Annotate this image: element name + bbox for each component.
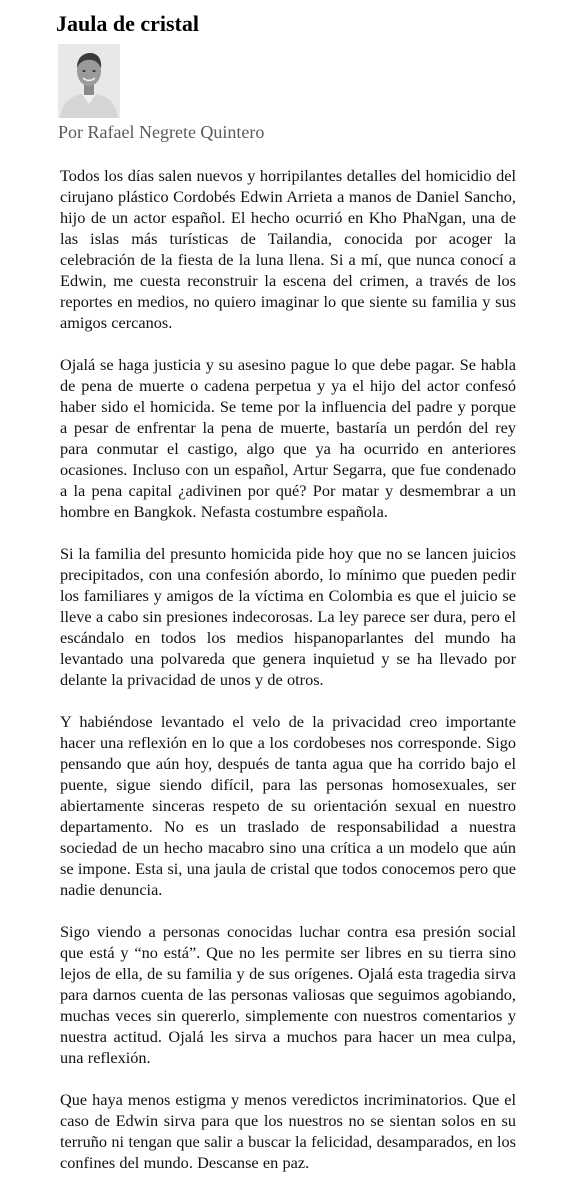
author-photo (58, 44, 120, 118)
article-paragraph: Sigo viendo a personas conocidas luchar contra esa presión social que está y “no está”. Que no les permite ser libres en su tierra sino lejos de ella, de su familia y de sus orígenes. Ojalá esta tragedia sirva para darnos cuenta de las personas valiosas que seguimos agobiando, muchas veces sin quererlo, simplemente con nuestros comentarios y nuestra actitud. Ojalá les sirva a muchos para hacer un mea culpa, una reflexión. (60, 922, 516, 1067)
author-portrait-icon (58, 44, 120, 118)
article-paragraph: Ojalá se haga justicia y su asesino pague lo que debe pagar. Se habla de pena de muerte o cadena perpetua y ya el hijo del actor confesó haber sido el homicida. Se teme por la influencia del padre y porque a pesar de enfrentar la pena de muerte, bastaría un perdón del rey para conmutar el castigo, algo que ya ha ocurrido en anteriores ocasiones. Incluso con un español, Artur Segarra, que fue condenado a la pena capital ¿adivinen por qué? Por matar y desmembrar a un hombre en Bangkok. Nefasta costumbre española. (60, 355, 516, 521)
author-byline: Por Rafael Negrete Quintero (58, 122, 265, 142)
article-paragraph: Todos los días salen nuevos y horripilantes detalles del homicidio del cirujano plástico Cordobés Edwin Arrieta a manos de Daniel Sancho, hijo de un actor español. El hecho ocurrió en Kho PhaNgan, una de las islas más turísticas de Tailandia, conocida por acoger la celebración de la fiesta de la luna llena. Si a mí, que nunca conocí a Edwin, me cuesta reconstruir la escena del crimen, a través de los reportes en medios, no quiero imaginar lo que siente su familia y sus amigos cercanos. (60, 166, 516, 332)
article-paragraph: Que haya menos estigma y menos veredictos incriminatorios. Que el caso de Edwin sirva para que los nuestros no se sientan solos en su terruño ni tengan que salir a buscar la felicidad, desamparados, en los confines del mundo. Descanse en paz. (60, 1090, 516, 1172)
article-title: Jaula de cristal (56, 11, 199, 36)
article-body (60, 165, 516, 1173)
article-paragraph: Y habiéndose levantado el velo de la privacidad creo importante hacer una reflexión en lo que a los cordobeses nos corresponde. Sigo pensando que aún hoy, después de tanta agua que ha corrido bajo el puente, sigue siendo difícil, para las personas homosexuales, ser abiertamente sinceras respeto de su orientación sexual en nuestro departamento. No es un traslado de responsabilidad a nuestra sociedad de un hecho macabro sino una crítica a un modelo que aún se impone. Esta si, una jaula de cristal que todos conocemos pero que nadie denuncia. (60, 712, 516, 899)
article-paragraph: Si la familia del presunto homicida pide hoy que no se lancen juicios precipitados, con una confesión abordo, lo mínimo que pueden pedir los familiares y amigos de la víctima en Colombia es que el juicio se lleve a cabo sin presiones indecorosas. La ley parece ser dura, pero el escándalo en todos los medios hispanoparlantes del mundo ha levantado una polvareda que genera inquietud y se ha llevado por delante la privacidad de unos y de otros. (60, 544, 516, 689)
